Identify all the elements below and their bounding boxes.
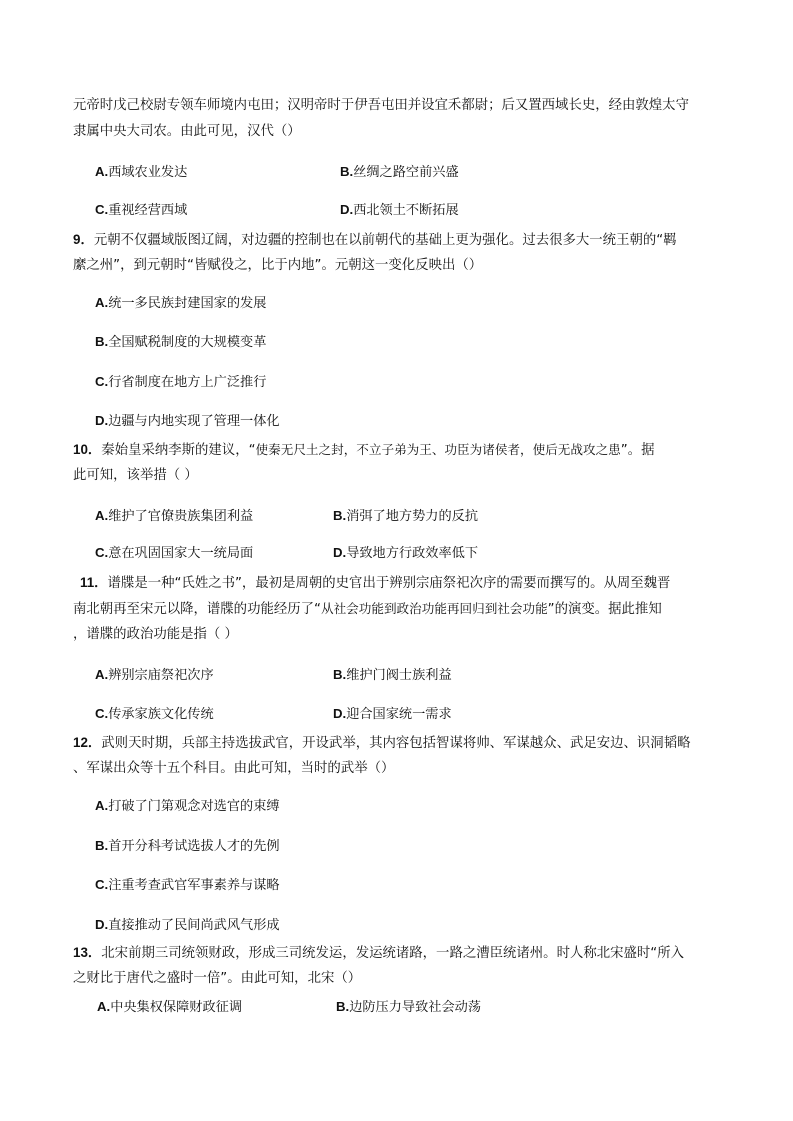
q12-stem-line2: 、军谋出众等十五个科目。由此可知，当时的武举（）: [73, 761, 395, 776]
q8-option-d: D.西北领土不断拓展: [340, 202, 459, 218]
q12-stem-line1: 12．武则天时期，兵部主持选拔武官，开设武举，其内容包括智谋将帅、军谋越众、武足安边、识洞韬略: [73, 735, 691, 751]
q10-option-d: D.导致地方行政效率低下: [333, 545, 479, 561]
q11-quote: 从社会功能到政治功能再回归到社会功能: [320, 601, 548, 616]
q9-stem-line2: 縻之州”，到元朝时“皆赋役之，比于内地”。元朝这一变化反映出（）: [73, 258, 483, 273]
q10-number: 10．: [73, 442, 102, 457]
q13-stem-line2: 之财比于唐代之盛时一倍”。由此可知，北宋（）: [73, 971, 362, 986]
q12-option-a: A.打破了门第观念对选官的束缚: [95, 798, 280, 814]
q11-stem-line1: 11．谱牒是一种“氏姓之书”，最初是周朝的史官出于辨别宗庙祭祀次序的需要而撰写的。从周至魏晋: [80, 575, 671, 591]
q9-option-d: D.边疆与内地实现了管理一体化: [95, 413, 280, 429]
q11-stem-line3: ，谱牒的政治功能是指（ ）: [73, 627, 238, 642]
q10-option-a: A.维护了官僚贵族集团利益: [95, 508, 254, 524]
q8-option-b: B.丝绸之路空前兴盛: [340, 164, 459, 180]
q8-stem-line1: 元帝时戊己校尉专领车师境内屯田；汉明帝时于伊吾屯田并设宜禾都尉；后又置西域长史，经由敦煌太守: [73, 98, 689, 113]
q9-number: 9．: [73, 232, 94, 247]
q9-option-a: A.统一多民族封建国家的发展: [95, 295, 267, 311]
q12-number: 12．: [73, 735, 102, 750]
q11-option-c: C.传承家族文化传统: [95, 706, 214, 722]
q13-option-b: B.边防压力导致社会动荡: [336, 999, 482, 1015]
q9-option-c: C.行省制度在地方上广泛推行: [95, 374, 267, 390]
q8-option-c: C.重视经营西域: [95, 202, 188, 218]
q11-stem-line2: 南北朝再至宋元以降，谱牒的功能经历了“从社会功能到政治功能再回归到社会功能”的演变。据此推知: [73, 601, 662, 617]
q11-option-d: D.迎合国家统一需求: [333, 706, 452, 722]
q13-stem-line1: 13．北宋前期三司统领财政，形成三司统发运，发运统诸路，一路之漕臣统诸州。时人称北宋盛时“所入: [73, 945, 685, 961]
q10-quote: 使秦无尺土之封，不立子弟为王、功臣为诸侯者，使后无战攻之患: [255, 442, 621, 457]
q8-option-a: A.西域农业发达: [95, 164, 188, 180]
q9-stem-line1: 9．元朝不仅疆域版图辽阔，对边疆的控制也在以前朝代的基础上更为强化。过去很多大一统王朝的“羁: [73, 232, 677, 248]
q9-option-b: B.全国赋税制度的大规模变革: [95, 334, 267, 350]
q10-stem-line2: 此可知，该举措（ ）: [73, 468, 198, 483]
q13-option-a: A.中央集权保障财政征调: [97, 999, 243, 1015]
q11-number: 11．: [80, 575, 108, 590]
q8-stem-line2: 隶属中央大司农。由此可见，汉代（）: [73, 124, 301, 139]
q10-option-c: C.意在巩固国家大一统局面: [95, 545, 254, 561]
q10-stem-line1: 10．秦始皇采纳李斯的建议，“使秦无尺土之封，不立子弟为王、功臣为诸侯者，使后无战攻之患”。据: [73, 442, 655, 458]
q12-option-d: D.直接推动了民间尚武风气形成: [95, 917, 280, 933]
q13-number: 13．: [73, 945, 102, 960]
q11-option-a: A.辨别宗庙祭祀次序: [95, 667, 214, 683]
q11-option-b: B.维护门阀士族利益: [333, 667, 452, 683]
q10-option-b: B.消弭了地方势力的反抗: [333, 508, 479, 524]
q12-option-c: C.注重考查武官军事素养与谋略: [95, 877, 280, 893]
q12-option-b: B.首开分科考试选拔人才的先例: [95, 838, 280, 854]
